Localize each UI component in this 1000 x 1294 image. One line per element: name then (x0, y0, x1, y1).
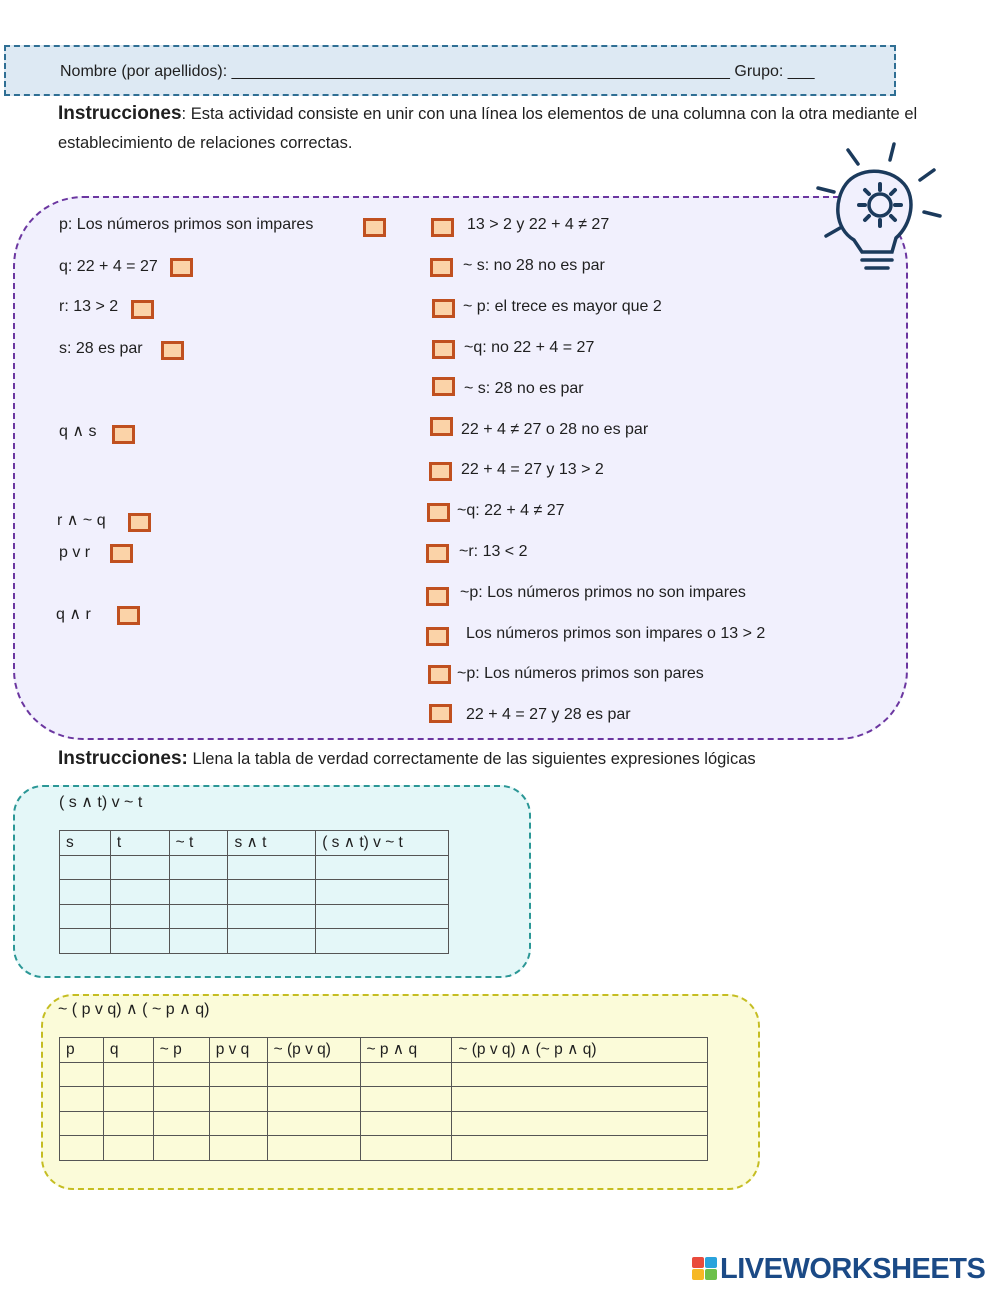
answer-cell[interactable] (103, 1062, 153, 1087)
table-row (60, 880, 449, 905)
answer-cell[interactable] (60, 929, 111, 954)
left-item-p: p: Los números primos son impares (59, 216, 314, 233)
table-header-cell: ~ t (169, 831, 228, 856)
answer-cell[interactable] (360, 1136, 452, 1161)
answer-box-right-1[interactable] (431, 218, 454, 237)
answer-cell[interactable] (153, 1087, 209, 1112)
answer-cell[interactable] (103, 1136, 153, 1161)
answer-box-right-9[interactable] (426, 544, 449, 563)
table-header-cell: ~ (p v q) (267, 1038, 360, 1063)
table-header-cell: p v q (209, 1038, 267, 1063)
answer-cell[interactable] (209, 1087, 267, 1112)
right-item-13: 22 + 4 = 27 y 28 es par (466, 706, 631, 723)
table-row (60, 1111, 708, 1136)
answer-cell[interactable] (103, 1111, 153, 1136)
right-item-9: ~r: 13 < 2 (459, 543, 528, 560)
answer-cell[interactable] (169, 929, 228, 954)
answer-box-right-13[interactable] (429, 704, 452, 723)
table-row (60, 1087, 708, 1112)
right-item-1: 13 > 2 y 22 + 4 ≠ 27 (467, 216, 610, 233)
answer-box-left-5[interactable] (112, 425, 135, 444)
instructions-text: : Esta actividad consiste en unir con una línea los elementos de una columna con la otra mediante el establecimiento de relaciones correctas. (58, 105, 918, 152)
table-row (60, 1062, 708, 1087)
left-item-q: q: 22 + 4 = 27 (59, 258, 158, 275)
answer-cell[interactable] (267, 1062, 360, 1087)
table-header-cell: ~ p ∧ q (360, 1038, 452, 1063)
answer-cell[interactable] (153, 1062, 209, 1087)
answer-cell[interactable] (60, 1062, 104, 1087)
answer-box-right-10[interactable] (426, 587, 449, 606)
right-item-11: Los números primos son impares o 13 > 2 (466, 625, 766, 642)
answer-cell[interactable] (60, 880, 111, 905)
right-item-5: ~ s: 28 no es par (464, 380, 584, 397)
table-row (60, 904, 449, 929)
answer-cell[interactable] (110, 855, 169, 880)
instructions-truth-tables (58, 744, 958, 774)
answer-cell[interactable] (452, 1087, 708, 1112)
table-header-cell: ~ p (153, 1038, 209, 1063)
answer-cell[interactable] (169, 855, 228, 880)
truth-table-2 (59, 1037, 708, 1161)
left-item-s: s: 28 es par (59, 340, 143, 357)
answer-cell[interactable] (316, 855, 449, 880)
answer-cell[interactable] (267, 1111, 360, 1136)
answer-cell[interactable] (110, 880, 169, 905)
answer-box-right-2[interactable] (430, 258, 453, 277)
right-item-2: ~ s: no 28 no es par (463, 257, 605, 274)
table-header-cell: ~ (p v q) ∧ (~ p ∧ q) (452, 1038, 708, 1063)
answer-box-right-6[interactable] (430, 417, 453, 436)
left-item-r-and-not-q: r ∧ ~ q (57, 512, 106, 529)
answer-cell[interactable] (267, 1087, 360, 1112)
answer-cell[interactable] (169, 904, 228, 929)
answer-box-right-5[interactable] (432, 377, 455, 396)
answer-box-right-3[interactable] (432, 299, 455, 318)
table-header-cell: p (60, 1038, 104, 1063)
right-item-12: ~p: Los números primos son pares (457, 665, 704, 682)
truth-table-2-header-row (60, 1038, 708, 1063)
answer-cell[interactable] (153, 1111, 209, 1136)
right-item-8: ~q: 22 + 4 ≠ 27 (457, 502, 565, 519)
answer-cell[interactable] (360, 1087, 452, 1112)
answer-box-left-6[interactable] (128, 513, 151, 532)
table-row (60, 855, 449, 880)
answer-cell[interactable] (316, 880, 449, 905)
truth-table-1 (59, 830, 449, 954)
table-header-cell: s ∧ t (228, 831, 316, 856)
answer-cell[interactable] (110, 904, 169, 929)
answer-cell[interactable] (452, 1111, 708, 1136)
answer-cell[interactable] (153, 1136, 209, 1161)
answer-cell[interactable] (452, 1136, 708, 1161)
group-field[interactable]: ___ (787, 63, 815, 80)
logo-mark-icon (692, 1257, 718, 1281)
answer-box-left-7[interactable] (110, 544, 133, 563)
lightbulb-gear-icon (812, 140, 947, 285)
group-label: Grupo: (734, 63, 784, 80)
table-row (60, 1136, 708, 1161)
answer-box-right-8[interactable] (427, 503, 450, 522)
answer-box-right-11[interactable] (426, 627, 449, 646)
answer-cell[interactable] (209, 1111, 267, 1136)
answer-cell[interactable] (60, 1111, 104, 1136)
right-item-7: 22 + 4 = 27 y 13 > 2 (461, 461, 604, 478)
truth-table-2-expression: ~ ( p v q) ∧ ( ~ p ∧ q) (58, 1001, 210, 1018)
answer-cell[interactable] (228, 880, 316, 905)
answer-cell[interactable] (60, 855, 111, 880)
left-item-p-or-r: p v r (59, 544, 91, 561)
answer-box-left-2[interactable] (170, 258, 193, 277)
answer-box-right-7[interactable] (429, 462, 452, 481)
answer-cell[interactable] (209, 1062, 267, 1087)
table-header-cell: s (60, 831, 111, 856)
answer-box-left-4[interactable] (161, 341, 184, 360)
answer-box-left-3[interactable] (131, 300, 154, 319)
answer-box-left-1[interactable] (363, 218, 386, 237)
left-item-q-and-s: q ∧ s (59, 423, 97, 440)
table-header-cell: ( s ∧ t) v ~ t (316, 831, 449, 856)
answer-cell[interactable] (60, 1136, 104, 1161)
name-label: Nombre (por apellidos): (60, 63, 228, 80)
right-item-4: ~q: no 22 + 4 = 27 (464, 339, 595, 356)
instructions-2-text: Llena la tabla de verdad correctamente de las siguientes expresiones lógicas (187, 750, 756, 768)
answer-box-right-12[interactable] (428, 665, 451, 684)
answer-box-left-8[interactable] (117, 606, 140, 625)
truth-table-1-expression: ( s ∧ t) v ~ t (59, 794, 143, 811)
answer-cell[interactable] (169, 880, 228, 905)
right-item-10: ~p: Los números primos no son impares (460, 584, 746, 601)
answer-cell[interactable] (452, 1062, 708, 1087)
answer-cell[interactable] (60, 904, 111, 929)
truth-table-1-header-row (60, 831, 449, 856)
answer-cell[interactable] (316, 929, 449, 954)
left-item-q-and-r: q ∧ r (56, 606, 91, 623)
right-item-6: 22 + 4 ≠ 27 o 28 no es par (461, 421, 649, 438)
table-header-cell: q (103, 1038, 153, 1063)
table-header-cell: t (110, 831, 169, 856)
answer-cell[interactable] (209, 1136, 267, 1161)
answer-cell[interactable] (360, 1111, 452, 1136)
instructions-matching (58, 99, 928, 158)
logo-text: LIVEWORKSHEETS (720, 1253, 986, 1285)
right-item-3: ~ p: el trece es mayor que 2 (463, 298, 662, 315)
left-item-r: r: 13 > 2 (59, 298, 119, 315)
name-field[interactable]: ________________________________________________________ (231, 63, 730, 80)
instructions-heading: Instrucciones (58, 103, 182, 124)
answer-cell[interactable] (103, 1087, 153, 1112)
answer-cell[interactable] (316, 904, 449, 929)
answer-cell[interactable] (110, 929, 169, 954)
student-info-bar (4, 45, 896, 96)
answer-cell[interactable] (228, 929, 316, 954)
student-info-line (60, 63, 814, 81)
answer-cell[interactable] (228, 855, 316, 880)
answer-cell[interactable] (267, 1136, 360, 1161)
answer-cell[interactable] (228, 904, 316, 929)
answer-box-right-4[interactable] (432, 340, 455, 359)
answer-cell[interactable] (60, 1087, 104, 1112)
instructions-2-heading: Instrucciones: (58, 748, 188, 769)
answer-cell[interactable] (360, 1062, 452, 1087)
table-row (60, 929, 449, 954)
